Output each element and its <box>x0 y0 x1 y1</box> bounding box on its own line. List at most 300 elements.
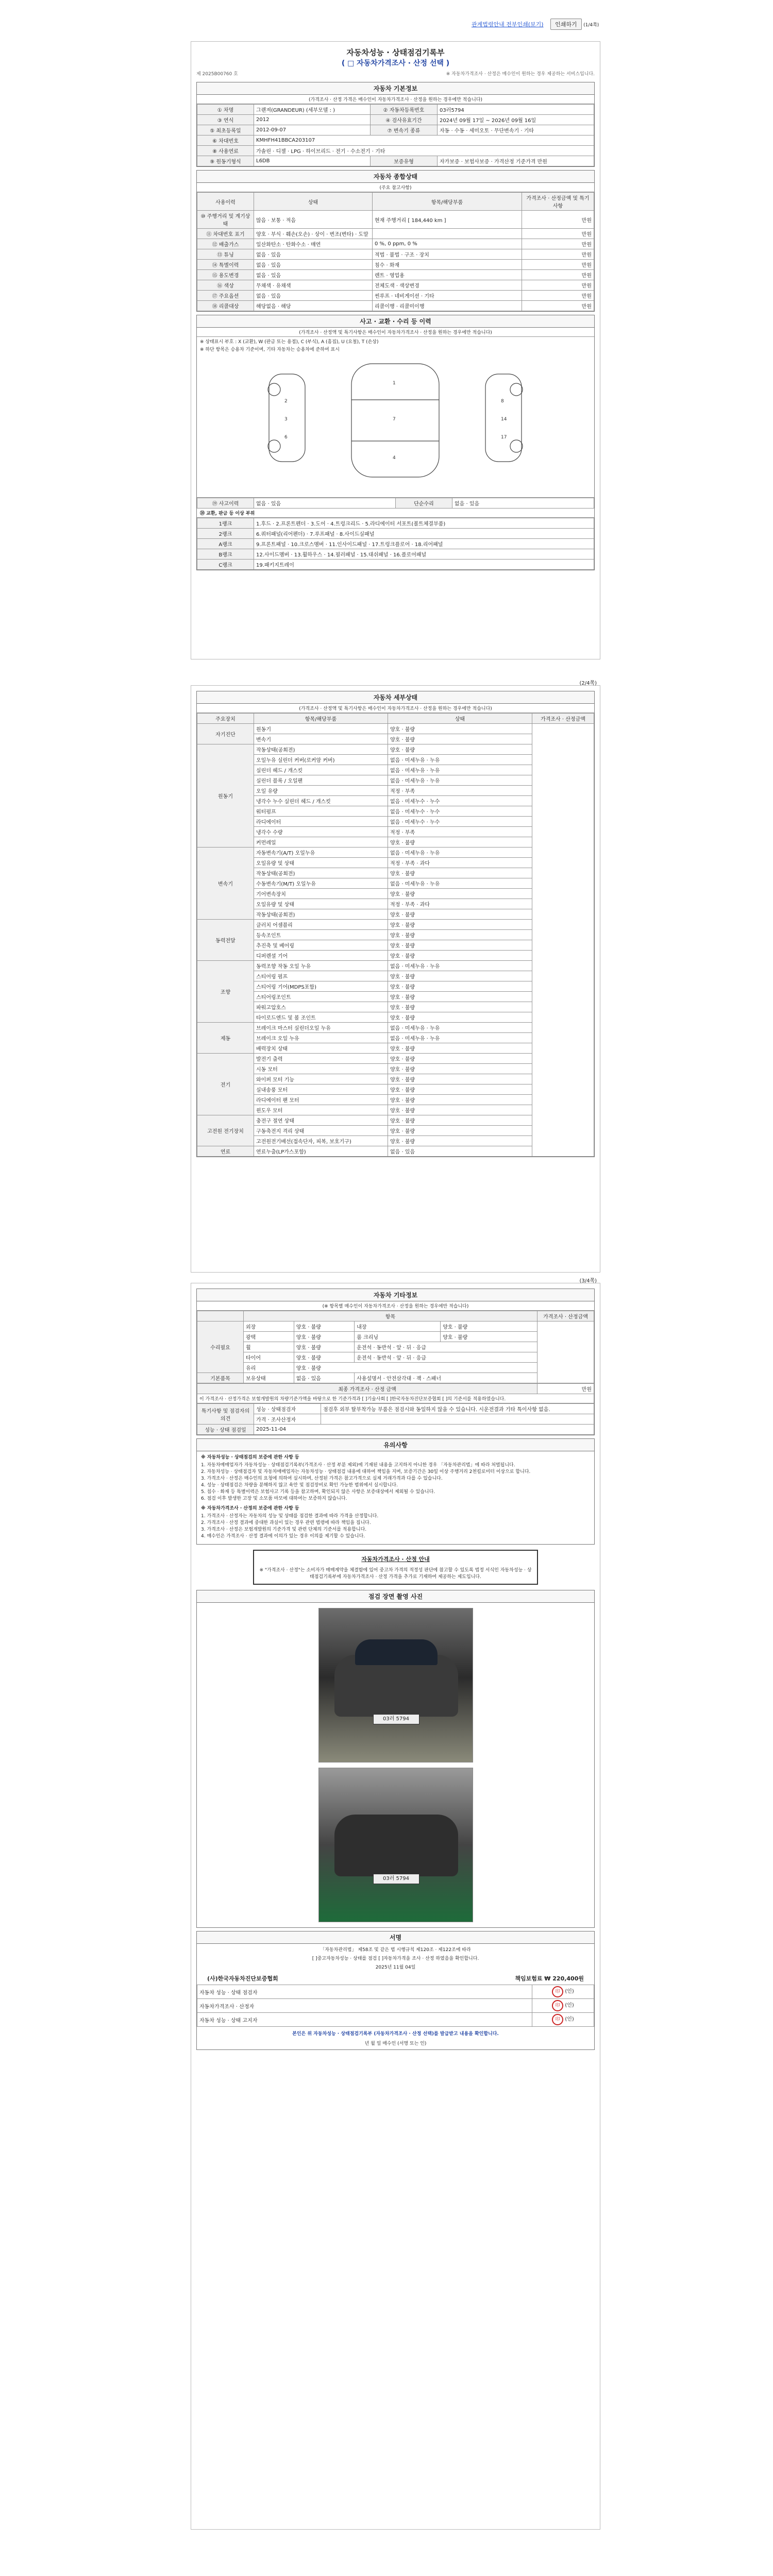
table-row <box>197 291 594 301</box>
status-cell: 양호 · 불량 <box>388 868 532 878</box>
notice-line: 4. 매수인은 가격조사 · 산정 결과에 이의가 있는 경우 이의를 제기할 수 있습니다. <box>201 1534 365 1539</box>
license-plate: 03러 5794 <box>373 1714 419 1724</box>
table-row <box>197 135 594 146</box>
table-row <box>197 280 594 291</box>
item-cell: 커먼레일 <box>254 837 388 848</box>
cell: 기본품목 <box>197 1373 244 1383</box>
item-cell: 시동 모터 <box>254 1064 388 1074</box>
accident-note: (가격조사 · 산정액 및 특기사항은 매수인이 자동차가격조사 · 산정을 원하는 경우에만 적습니다) <box>197 328 594 337</box>
header-cell: 주요장치 <box>197 714 254 724</box>
price-guide-text: ※ "가격조사 · 산정"는 소비자가 매매계약을 체결함에 있어 중고차 가격의 적정성 판단에 참고할 수 있도록 법정 서식인 자동차성능 · 상태점검기록부에 자동차가격조사 · 산정 가격을 추가로 기재하여 제공하는 제도입니다. <box>259 1568 532 1580</box>
header-cell: 항목 <box>244 1311 537 1321</box>
status-cell: 없음 · 미세누유 · 누유 <box>388 1023 532 1033</box>
item-cell: 오일누유 실린더 커버(로커암 커버) <box>254 755 388 765</box>
header-cell: 가격조사 · 산정금액 <box>537 1311 594 1321</box>
status-cell: 없음 · 미세누유 · 누유 <box>388 1033 532 1043</box>
item-cell: 오일유량 및 상태 <box>254 858 388 868</box>
notice-line: 4. 성능 · 상태점검은 차량을 분해하지 않고 육안 및 점검장비로 확인 가능한 범위에서 실시합니다. <box>201 1483 398 1488</box>
car-diagram-svg <box>197 353 596 498</box>
cell: ⑫ 배출가스 <box>197 239 254 249</box>
detail-title: 자동차 세부상태 <box>197 691 594 704</box>
cell: 2012 <box>254 115 371 125</box>
cell: ⑧ 사용연료 <box>197 146 254 156</box>
cell: 보증유형 <box>370 156 437 166</box>
status-cell: 양호 · 불량 <box>388 1084 532 1095</box>
basic-info-note: (가격조사 · 산정 가격은 매수인이 자동차가격조사 · 산정을 원하는 경우에만 적습니다) <box>197 95 594 104</box>
cell: 만원 <box>522 301 594 311</box>
car-rear-photo <box>318 1768 473 1922</box>
basic-info-section <box>196 82 595 167</box>
status-cell: 양호 · 불량 <box>388 734 532 744</box>
cell: ⑰ 주요옵션 <box>197 291 254 301</box>
page-mark: (2/4쪽) <box>579 681 597 686</box>
status-cell: 없음 · 미세누유 · 누유 <box>388 848 532 858</box>
cell-text: 자가보증 · 보험사보증 <box>439 159 490 165</box>
item-cell: 실내송풍 모터 <box>254 1084 388 1095</box>
notice-title: 유의사항 <box>197 1439 594 1451</box>
group-cell: 전기 <box>197 1054 254 1115</box>
item-cell: 변속기 <box>254 734 388 744</box>
item-cell: 추진축 및 베어링 <box>254 940 388 951</box>
cell: 현재 주행거리 [ 184,440 km ] <box>373 211 522 229</box>
status-cell: 없음 · 미세누수 · 누수 <box>388 796 532 806</box>
status-cell: 양호 · 불량 <box>388 1105 532 1115</box>
diagram-label-6: 6 <box>284 435 288 440</box>
cell: ⑲ 사고이력 <box>197 498 254 509</box>
price-guide-title: 자동차가격조사 · 산정 안내 <box>361 1556 430 1563</box>
car-body <box>334 1815 458 1876</box>
cell: KMHFH41BBCA203107 <box>254 135 594 146</box>
price-guide-box <box>253 1550 538 1585</box>
table-row <box>197 1404 594 1414</box>
table-row <box>197 1394 594 1403</box>
status-cell: 양호 · 불량 <box>388 1126 532 1136</box>
table-row <box>197 529 594 539</box>
table-row <box>197 498 594 509</box>
cell: 6.쿼터패널(리어펜더) · 7.루프패널 · 8.사이드실패널 <box>254 529 594 539</box>
item-cell: 작동상태(공회전) <box>254 909 388 920</box>
status-cell: 없음 · 미세누수 · 누수 <box>388 806 532 817</box>
status-cell: 없음 · 미세누유 · 누유 <box>388 755 532 765</box>
diagram-label-8: 8 <box>501 399 504 404</box>
cell: 리콜이행 · 리콜미이행 <box>373 301 522 311</box>
signature-title: 서명 <box>197 1931 594 1944</box>
header-cell: 상태 <box>388 714 532 724</box>
status-cell: 양호 · 불량 <box>388 1054 532 1064</box>
basic-info-title: 자동차 기본정보 <box>197 82 594 95</box>
extra-section <box>196 1289 595 1435</box>
table-row <box>197 1985 594 1999</box>
top-toolbar <box>472 19 599 30</box>
cell: 운전석 · 동반석 · 앞 · 뒤 · 응급 <box>355 1342 537 1352</box>
status-cell: 적정 · 부족 · 과다 <box>388 899 532 909</box>
status-cell: 양호 · 불량 <box>388 1064 532 1074</box>
cell: 2012-09-07 <box>254 125 371 135</box>
cell: 전체도색 · 색상변경 <box>373 280 522 291</box>
cell: L6DB <box>254 156 371 166</box>
cell: 자동차 성능 · 상태 점검자 <box>197 1985 532 1999</box>
accident-section <box>196 315 595 570</box>
accident-legend-2: ※ 하단 항목은 승용차 기준이며, 기타 자동차는 승용차에 준하여 표시 <box>200 347 340 352</box>
photo-title: 점검 장면 촬영 사진 <box>197 1590 594 1603</box>
cell-text: 만원 <box>537 159 547 165</box>
notice-line: 2. 가격조사 · 산정 결과에 중대한 과실이 있는 경우 관련 법령에 따라 책임을 집니다. <box>201 1520 371 1526</box>
notice-line: 2. 자동차성능 · 상태점검자 및 자동차매매업자는 자동차성능 · 상태점검 내용에 대하여 책임을 지며, 보증기간은 30일 이상 주행거리 2천킬로미터 이상으로 합니다. <box>201 1469 531 1475</box>
cell: 없음 · 있음 <box>254 270 373 280</box>
status-cell: 양호 · 불량 <box>388 1136 532 1146</box>
item-cell: 브레이크 오일 누유 <box>254 1033 388 1043</box>
table-row <box>197 1414 594 1425</box>
car-windshield <box>355 1639 438 1665</box>
overall-state-note: (주요 참고사항) <box>197 183 594 192</box>
cell: 만원 <box>522 270 594 280</box>
cell: 2랭크 <box>197 529 254 539</box>
cell: 특기사항 및 점검자의 의견 <box>197 1404 254 1425</box>
detail-section <box>196 691 595 1157</box>
item-cell: 워터펌프 <box>254 806 388 817</box>
cell: 만원 <box>522 249 594 260</box>
table-row <box>197 239 594 249</box>
cell: 자가보증 · 보험사보증 · 가격산정 기준가격 만원 <box>437 156 594 166</box>
table-row <box>197 156 594 166</box>
table-row <box>197 1342 594 1352</box>
header-cell: 가격조사 · 산정금액 <box>532 714 594 724</box>
cell: ⑦ 변속기 종류 <box>370 125 437 135</box>
wheel-icon <box>268 440 280 452</box>
table-header-row <box>197 1311 594 1321</box>
cell: ④ 검사유효기간 <box>370 115 437 125</box>
table-row <box>197 260 594 270</box>
cell: ③ 연식 <box>197 115 254 125</box>
notice-line: 3. 가격조사 · 산정은 보험개발원의 기준가격 및 관련 단체의 기준서를 적용합니다. <box>201 1527 367 1532</box>
page-1 <box>191 41 600 659</box>
notice-line: 1. 가격조사 · 산정자는 자동차의 성능 및 상태를 점검한 결과에 따라 가격을 산정합니다. <box>201 1514 379 1519</box>
item-cell: 타이로드엔드 및 볼 조인트 <box>254 1012 388 1023</box>
header-cell: 가격조사 · 산정금액 및 특기사항 <box>522 193 594 211</box>
status-cell: 양호 · 불량 <box>388 920 532 930</box>
cell: 성능 · 상태 점검일 <box>197 1425 254 1435</box>
group-cell: 고전원 전기장치 <box>197 1115 254 1146</box>
cell: 19.패키지트레이 <box>254 560 594 570</box>
item-cell: 발전기 출력 <box>254 1054 388 1064</box>
signature-date: 2025년 11월 04일 <box>375 1965 416 1970</box>
item-cell: 스티어링조인트 <box>254 992 388 1002</box>
cell: 수리필요 <box>197 1321 244 1373</box>
status-cell: 없음 · 미세누수 · 누수 <box>388 817 532 827</box>
cell: ⑭ 특별이력 <box>197 260 254 270</box>
header-cell: 상태 <box>254 193 373 211</box>
status-cell: 양호 · 불량 <box>388 940 532 951</box>
group-cell: 자기진단 <box>197 724 254 744</box>
doc-title: 자동차성능 · 상태점검기록부 <box>346 48 445 57</box>
cell: 내장 <box>355 1321 441 1332</box>
cell-text: 가격산정 기준가격 <box>494 159 536 165</box>
page-mark: (3/4쪽) <box>579 1278 597 1284</box>
status-cell: 양호 · 불량 <box>388 837 532 848</box>
cell: ⑥ 차대번호 <box>197 135 254 146</box>
cell: 만원 <box>522 291 594 301</box>
table-row <box>197 2013 594 2027</box>
item-cell: 스티어링 기어(MDPS포함) <box>254 981 388 992</box>
item-cell: 클러치 어셈블리 <box>254 920 388 930</box>
table-row <box>197 211 594 229</box>
status-cell: 없음 · 미세누유 · 누유 <box>388 961 532 971</box>
cell: 사용설명서 · 안전삼각대 · 잭 · 스패너 <box>355 1373 537 1383</box>
cell <box>532 2013 594 2027</box>
cell: 가솔린 · 디젤 · LPG · 하이브리드 · 전기 · 수소전기 · 기타 <box>254 146 594 156</box>
cell: 만원 <box>522 211 594 229</box>
table-row <box>197 539 594 549</box>
group-cell: 제동 <box>197 1023 254 1054</box>
table-row <box>197 1425 594 1435</box>
table-row <box>197 270 594 280</box>
amount-cell <box>532 724 594 1157</box>
cell: 2024년 09월 17일 ~ 2026년 09월 16일 <box>437 115 594 125</box>
total-pages: (1/4쪽) <box>583 23 599 28</box>
cell: ⑯ 색상 <box>197 280 254 291</box>
cell: 없음 · 있음 <box>254 260 373 270</box>
cell: 렌트 · 영업용 <box>373 270 522 280</box>
cell: ⑬ 튜닝 <box>197 249 254 260</box>
cell: 침수 · 화재 <box>373 260 522 270</box>
accident-legend: ※ 상태표시 부호 : X (교환), W (판금 또는 용접), C (부식), A (흠집), U (요철), T (손상) <box>200 340 379 345</box>
panel-title: ⑳ 교환, 판금 등 이상 부위 <box>197 509 594 518</box>
cell-text: (인) <box>565 1989 574 1994</box>
cell: 휠 <box>244 1342 294 1352</box>
cell: 유리 <box>244 1363 294 1373</box>
stamp-icon: 印 <box>552 2014 563 2025</box>
item-cell: 오일유량 및 상태 <box>254 899 388 909</box>
diagram-label-3: 3 <box>284 417 288 422</box>
cell: 양호 · 불량 <box>294 1342 354 1352</box>
overall-state-section <box>196 170 595 312</box>
item-cell: 자동변속기(A/T) 오일누유 <box>254 848 388 858</box>
cell: 외장 <box>244 1321 294 1332</box>
diagram-label-7: 7 <box>393 417 396 422</box>
status-cell: 양호 · 불량 <box>388 971 532 981</box>
diagram-label-17: 17 <box>501 435 507 440</box>
cell: 무채색 · 유채색 <box>254 280 373 291</box>
table-row <box>197 1363 594 1373</box>
cell: 2025-11-04 <box>254 1425 594 1435</box>
item-cell: 실린더 헤드 / 개스킷 <box>254 765 388 775</box>
cell: 양호 · 부식 · 훼손(오손) · 상이 · 변조(변타) · 도말 <box>254 229 373 239</box>
cell: ② 자동차등록번호 <box>370 105 437 115</box>
cell: 9.프론트패널 · 10.크로스멤버 · 11.인사이드패널 · 17.트렁크플로어 · 18.리어패널 <box>254 539 594 549</box>
cell <box>321 1414 594 1425</box>
car-front-photo <box>318 1608 473 1762</box>
cell: 없음 · 있음 <box>452 498 594 509</box>
cell: 이 가격조사 · 산정가격은 보험개발원의 차량기준가액을 바탕으로 한 기준가격과 [ ]기술사회 [ ]한국자동차진단보증협회 [ ]의 기준서를 적용하였습니다. <box>197 1394 594 1403</box>
cell: 최종 가격조사 · 산정 금액 <box>197 1384 537 1394</box>
notice-lines <box>197 1462 594 1502</box>
table-row <box>197 146 594 156</box>
item-cell: 고전원전기배선(접속단자, 피복, 보호기구) <box>254 1136 388 1146</box>
status-cell: 양호 · 불량 <box>388 1074 532 1084</box>
cell: 양호 · 불량 <box>441 1321 537 1332</box>
cell <box>532 1999 594 2013</box>
cell: 만원 <box>522 239 594 249</box>
doc-meta-note: ※ 자동차가격조사 · 산정은 매수인이 원하는 경우 제공하는 서비스입니다. <box>446 72 595 77</box>
item-cell: 원동기 <box>254 724 388 734</box>
header-cell <box>197 1311 244 1321</box>
extra-table <box>197 1311 594 1383</box>
cell: ⑮ 용도변경 <box>197 270 254 280</box>
table-row <box>197 301 594 311</box>
detail-table <box>197 713 594 1157</box>
group-cell: 연료 <box>197 1146 254 1157</box>
cell: 양호 · 불량 <box>294 1321 354 1332</box>
signature-text-2: [ ]중고자동차성능 · 상태를 점검 [ ]자동차가격을 조사 · 산정 하였음을 확인합니다. <box>312 1956 479 1961</box>
item-cell: 구동축전지 격리 상태 <box>254 1126 388 1136</box>
item-cell: 라디에이터 팬 모터 <box>254 1095 388 1105</box>
license-plate-rear: 03러 5794 <box>373 1874 419 1884</box>
detail-note: (가격조사 · 산정액 및 특기사항은 매수인이 자동차가격조사 · 산정을 원하는 경우에만 적습니다) <box>197 704 594 713</box>
status-cell: 양호 · 불량 <box>388 1002 532 1012</box>
company-name: (사)한국자동차진단보증협회 <box>207 1975 278 1982</box>
cell: 자동 · 수동 · 세미오토 · 무단변속기 · 기타 <box>437 125 594 135</box>
extra-title: 자동차 기타정보 <box>197 1289 594 1301</box>
car-diagram <box>197 353 594 498</box>
cell: 없음 · 있음 <box>294 1373 354 1383</box>
notice-section <box>196 1438 595 1545</box>
cell: 만원 <box>522 229 594 239</box>
diagram-label-1: 1 <box>393 381 396 386</box>
notice-line: 5. 침수 · 화재 등 특별이력은 보험사고 기록 등을 참고하며, 확인되지 않은 사항은 보증대상에서 제외될 수 있습니다. <box>201 1489 435 1495</box>
status-cell: 없음 · 미세누유 · 누유 <box>388 878 532 889</box>
table-row <box>197 724 594 734</box>
status-cell: 양호 · 불량 <box>388 951 532 961</box>
cell: B랭크 <box>197 549 254 560</box>
group-cell: 조향 <box>197 961 254 1023</box>
notice-lines-2 <box>197 1513 594 1540</box>
header-cell: 항목/해당부품 <box>254 714 388 724</box>
cell: 보유상태 <box>244 1373 294 1383</box>
cell <box>532 1985 594 1999</box>
law-link[interactable]: 관계법령안내 전부인쇄(보기) <box>472 21 544 28</box>
table-header-row <box>197 193 594 211</box>
cell: ⑱ 리콜대상 <box>197 301 254 311</box>
table-header-row <box>197 714 594 724</box>
status-cell: 없음 · 미세누유 · 누유 <box>388 765 532 775</box>
notice-heading-1: ※ 자동차성능 · 상태점검의 보증에 관한 사항 등 <box>201 1455 299 1460</box>
table-row <box>197 518 594 529</box>
table-row <box>197 549 594 560</box>
cell: 양호 · 불량 <box>294 1352 354 1363</box>
table-row <box>197 1321 594 1332</box>
table-row <box>197 249 594 260</box>
item-cell: 냉각수 누수 실린더 헤드 / 개스킷 <box>254 796 388 806</box>
cell: 양호 · 불량 <box>441 1332 537 1342</box>
table-row <box>197 1352 594 1363</box>
cell: 양호 · 불량 <box>294 1332 354 1342</box>
cell: 적법 · 불법 · 구조 · 장치 <box>373 249 522 260</box>
cell: 점검후 외부 탈부착가능 부품은 점검시와 동일하지 않을 수 있습니다. 시운전결과 기타 특이사항 없음. <box>321 1404 594 1414</box>
item-cell: 실린더 블록 / 오일팬 <box>254 775 388 786</box>
cell-text: (인) <box>565 2003 574 2008</box>
print-button[interactable]: 인쇄하기 <box>550 19 582 30</box>
item-cell: 파워고압호스 <box>254 1002 388 1012</box>
item-cell: 스티어링 펌프 <box>254 971 388 981</box>
panel-table <box>197 518 594 570</box>
cell: 자동차가격조사 · 산정자 <box>197 1999 532 2013</box>
cell: C랭크 <box>197 560 254 570</box>
cell: 0 %, 0 ppm, 0 % <box>373 239 522 249</box>
cell: 룸 크리닝 <box>355 1332 441 1342</box>
signer-table <box>197 1985 594 2027</box>
item-cell: 와이퍼 모터 기능 <box>254 1074 388 1084</box>
status-cell: 양호 · 불량 <box>388 724 532 734</box>
footer-text: 본인은 위 자동차성능 · 상태점검기록부 (자동차가격조사 · 산정 선택)를 발급받고 내용을 확인합니다. <box>292 2031 499 2037</box>
status-cell: 양호 · 불량 <box>388 992 532 1002</box>
signature-section <box>196 1931 595 2050</box>
status-cell: 양호 · 불량 <box>388 1095 532 1105</box>
item-cell: 등속조인트 <box>254 930 388 940</box>
item-cell: 연료누출(LP가스포함) <box>254 1146 388 1157</box>
item-cell: 브레이크 마스터 실린더오일 누유 <box>254 1023 388 1033</box>
special-table <box>197 1403 594 1435</box>
cell: 타이어 <box>244 1352 294 1363</box>
cell: 03러5794 <box>437 105 594 115</box>
item-cell: 디퍼렌셜 기어 <box>254 951 388 961</box>
header-cell: 사용이력 <box>197 193 254 211</box>
cell-text: (인) <box>565 2016 574 2022</box>
cell: 만원 <box>522 260 594 270</box>
table-row <box>197 105 594 115</box>
cell: 그랜져(GRANDEUR) (세부모델 : ) <box>254 105 371 115</box>
signature-text: 「자동차관리법」 제58조 및 같은 법 시행규칙 제120조 · 제122조에 따라 <box>320 1947 471 1953</box>
status-cell: 양호 · 불량 <box>388 889 532 899</box>
page-2 <box>191 681 600 1273</box>
table-row <box>197 1332 594 1342</box>
cell: 만원 <box>537 1384 594 1394</box>
accident-result-table <box>197 498 594 509</box>
doc-number: 제 2025B00760 호 <box>196 72 238 77</box>
item-cell: 배력장치 상태 <box>254 1043 388 1054</box>
doc-subtitle: ( □ 자동차가격조사 · 산정 선택 ) <box>341 59 450 67</box>
cell: ⑤ 최초등록일 <box>197 125 254 135</box>
footer-text-2: 년 월 일 매수인 (서명 또는 인) <box>364 2041 427 2046</box>
table-row <box>197 1373 594 1383</box>
status-cell: 양호 · 불량 <box>388 930 532 940</box>
overall-state-table <box>197 192 594 311</box>
cell: ⑨ 원동기형식 <box>197 156 254 166</box>
diagram-label-4: 4 <box>393 455 396 461</box>
cell: 가격 · 조사산정자 <box>254 1414 321 1425</box>
wheel-icon <box>268 383 280 396</box>
doc-meta <box>191 68 600 79</box>
status-cell: 양호 · 불량 <box>388 1012 532 1023</box>
item-cell: 윈도우 모터 <box>254 1105 388 1115</box>
table-row <box>197 229 594 239</box>
cell: 만원 <box>522 280 594 291</box>
photo-section <box>196 1590 595 1928</box>
cell: 1.후드 · 2.프론트펜더 · 3.도어 · 4.트렁크리드 · 5.라디에이터 서포트(볼트체결부품) <box>254 518 594 529</box>
item-cell: 작동상태(공회전) <box>254 868 388 878</box>
table-row <box>197 115 594 125</box>
item-cell: 충전구 절연 상태 <box>254 1115 388 1126</box>
status-cell: 적정 · 부족 · 과다 <box>388 858 532 868</box>
status-cell: 양호 · 불량 <box>388 1043 532 1054</box>
item-cell: 수동변속기(M/T) 오일누유 <box>254 878 388 889</box>
cell: 성능 · 상태점검자 <box>254 1404 321 1414</box>
cell: 없음 · 있음 <box>254 291 373 301</box>
notice-line: 3. 가격조사 · 산정은 매수인의 요청에 의하여 실시하며, 산정된 가격은 참고가격으로 실제 거래가격과 다를 수 있습니다. <box>201 1476 443 1481</box>
item-cell: 냉각수 수량 <box>254 827 388 837</box>
extra-note: (※ 항목별 매수인이 자동차가격조사 · 산정을 원하는 경우에만 적습니다) <box>197 1301 594 1311</box>
cell: 자동차 성능 · 상태 고지자 <box>197 2013 532 2027</box>
stamp-icon: 印 <box>552 1986 563 1997</box>
